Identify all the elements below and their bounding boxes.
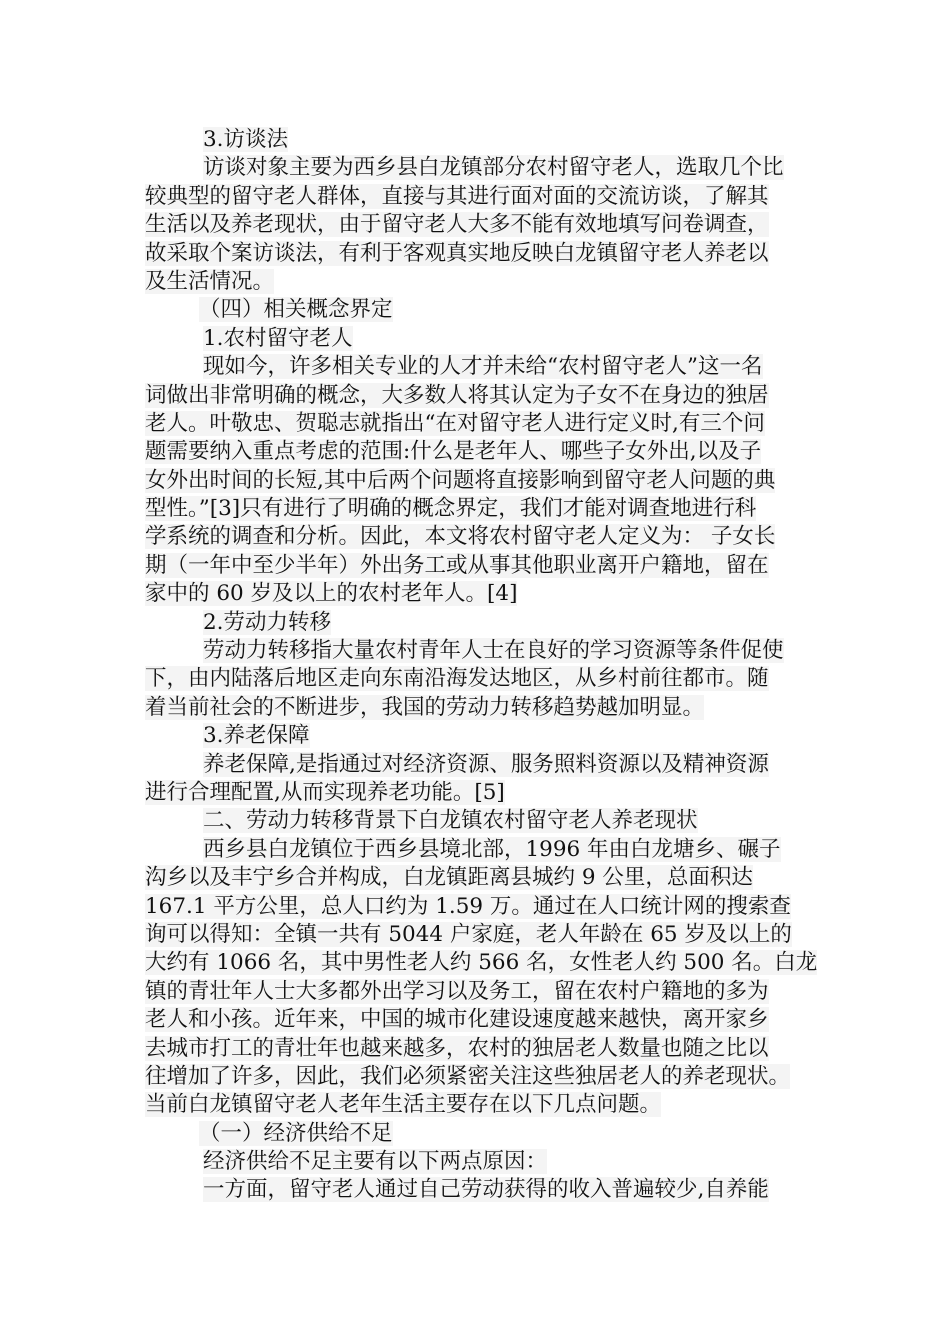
line-text: 现如今，许多相关专业的人才并未给“农村留守老人”这一名 [203, 354, 763, 380]
line-text: 大约有 1066 名，其中男性老人约 566 名，女性老人约 500 名。白龙 [145, 950, 818, 976]
line-text: 型性。”[3]只有进行了明确的概念界定，我们才能对调查地进行科 [145, 496, 757, 522]
line-text: 访谈对象主要为西乡县白龙镇部分农村留守老人，选取几个比 [203, 155, 784, 181]
line-text: 经济供给不足主要有以下两点原因： [203, 1149, 548, 1175]
line-text: 女外出时间的长短,其中后两个问题将直接影响到留守老人问题的典 [145, 467, 776, 493]
text-line [145, 722, 810, 750]
text-line [145, 1006, 810, 1034]
line-text: 1.农村留守老人 [203, 325, 353, 351]
text-line [145, 893, 810, 921]
text-line [145, 694, 810, 722]
text-line [145, 580, 810, 608]
line-text: 167.1 平方公里，总人口约为 1.59 万。通过在人口统计网的搜索查 [145, 893, 791, 919]
text-line [145, 325, 810, 353]
text-line [145, 126, 810, 154]
line-text: 往增加了许多，因此，我们必须紧密关注这些独居老人的养老现状。 [145, 1063, 791, 1089]
line-text: 学系统的调查和分析。因此，本文将农村留守老人定义为： 子女长 [145, 524, 776, 550]
text-line [145, 1091, 810, 1119]
line-text: 去城市打工的青壮年也越来越多，农村的独居老人数量也随之比以 [145, 1035, 769, 1061]
text-line [145, 807, 810, 835]
line-text: 西乡县白龙镇位于西乡县境北部，1996 年由白龙塘乡、碾子 [203, 836, 781, 862]
line-text: 一方面，留守老人通过自己劳动获得的收入普遍较少,自养能 [203, 1177, 769, 1203]
line-text: 劳动力转移指大量农村青年人士在良好的学习资源等条件促使 [203, 638, 784, 664]
line-text: 2.劳动力转移 [203, 609, 332, 635]
text-line [145, 921, 810, 949]
line-text: 二、劳动力转移背景下白龙镇农村留守老人养老现状 [203, 808, 698, 834]
text-line [145, 296, 810, 324]
line-text: 着当前社会的不断进步，我国的劳动力转移趋势越加明显。 [145, 694, 705, 720]
text-line [145, 353, 810, 381]
line-text: 老人。叶敬忠、贺聪志就指出“在对留守老人进行定义时,有三个问 [145, 410, 765, 436]
text-line [145, 382, 810, 410]
text-line [145, 268, 810, 296]
line-text: 题需要纳入重点考虑的范围:什么是老年人、哪些子女外出,以及子 [145, 439, 762, 465]
text-line [145, 779, 810, 807]
text-line [145, 751, 810, 779]
line-text: 养老保障,是指通过对经济资源、服务照料资源以及精神资源 [203, 751, 769, 777]
line-text: 家中的 60 岁及以上的农村老年人。[4] [145, 581, 518, 607]
text-line [145, 836, 810, 864]
text-line [145, 1176, 810, 1204]
text-line [145, 523, 810, 551]
text-line [145, 154, 810, 182]
line-text: （四）相关概念界定 [199, 297, 393, 323]
text-line [145, 211, 810, 239]
text-line [145, 183, 810, 211]
text-line [145, 410, 810, 438]
line-text: 镇的青壮年人士大多都外出学习以及务工，留在农村户籍地的多为 [145, 978, 769, 1004]
text-line [145, 240, 810, 268]
text-line [145, 665, 810, 693]
line-text: 期（一年中至少半年）外出务工或从事其他职业离开户籍地，留在 [145, 552, 769, 578]
text-line [145, 978, 810, 1006]
text-line [145, 552, 810, 580]
line-text: 老人和小孩。近年来，中国的城市化建设速度越来越快，离开家乡 [145, 1007, 769, 1033]
line-text: （一）经济供给不足 [199, 1120, 393, 1146]
line-text: 及生活情况。 [145, 268, 275, 294]
document-page [145, 126, 818, 1205]
line-text: 进行合理配置,从而实现养老功能。[5] [145, 779, 505, 805]
text-line [145, 609, 810, 637]
line-text: 3.养老保障 [203, 723, 310, 749]
line-text: 当前白龙镇留守老人老年生活主要存在以下几点问题。 [145, 1092, 662, 1118]
line-text: 故采取个案访谈法，有利于客观真实地反映白龙镇留守老人养老以 [145, 240, 769, 266]
line-text: 词做出非常明确的概念，大多数人将其认定为子女不在身边的独居 [145, 382, 769, 408]
line-text: 3.访谈法 [203, 127, 289, 152]
text-line [145, 495, 810, 523]
text-line [145, 637, 810, 665]
text-line [145, 1035, 810, 1063]
text-line [145, 1148, 810, 1176]
line-text: 下，由内陆落后地区走向东南沿海发达地区，从乡村前往都市。随 [145, 666, 769, 692]
text-line [145, 467, 810, 495]
text-line [145, 949, 818, 977]
line-text: 较典型的留守老人群体，直接与其进行面对面的交流访谈，了解其 [145, 183, 769, 209]
text-line [145, 1063, 810, 1091]
line-text: 生活以及养老现状，由于留守老人大多不能有效地填写问卷调查， [145, 212, 769, 238]
text-line [145, 438, 810, 466]
line-text: 沟乡以及丰宁乡合并构成，白龙镇距离县城约 9 公里，总面积达 [145, 865, 753, 891]
text-line [145, 1120, 810, 1148]
text-line [145, 864, 810, 892]
line-text: 询可以得知：全镇一共有 5044 户家庭，老人年龄在 65 岁及以上的 [145, 921, 792, 947]
